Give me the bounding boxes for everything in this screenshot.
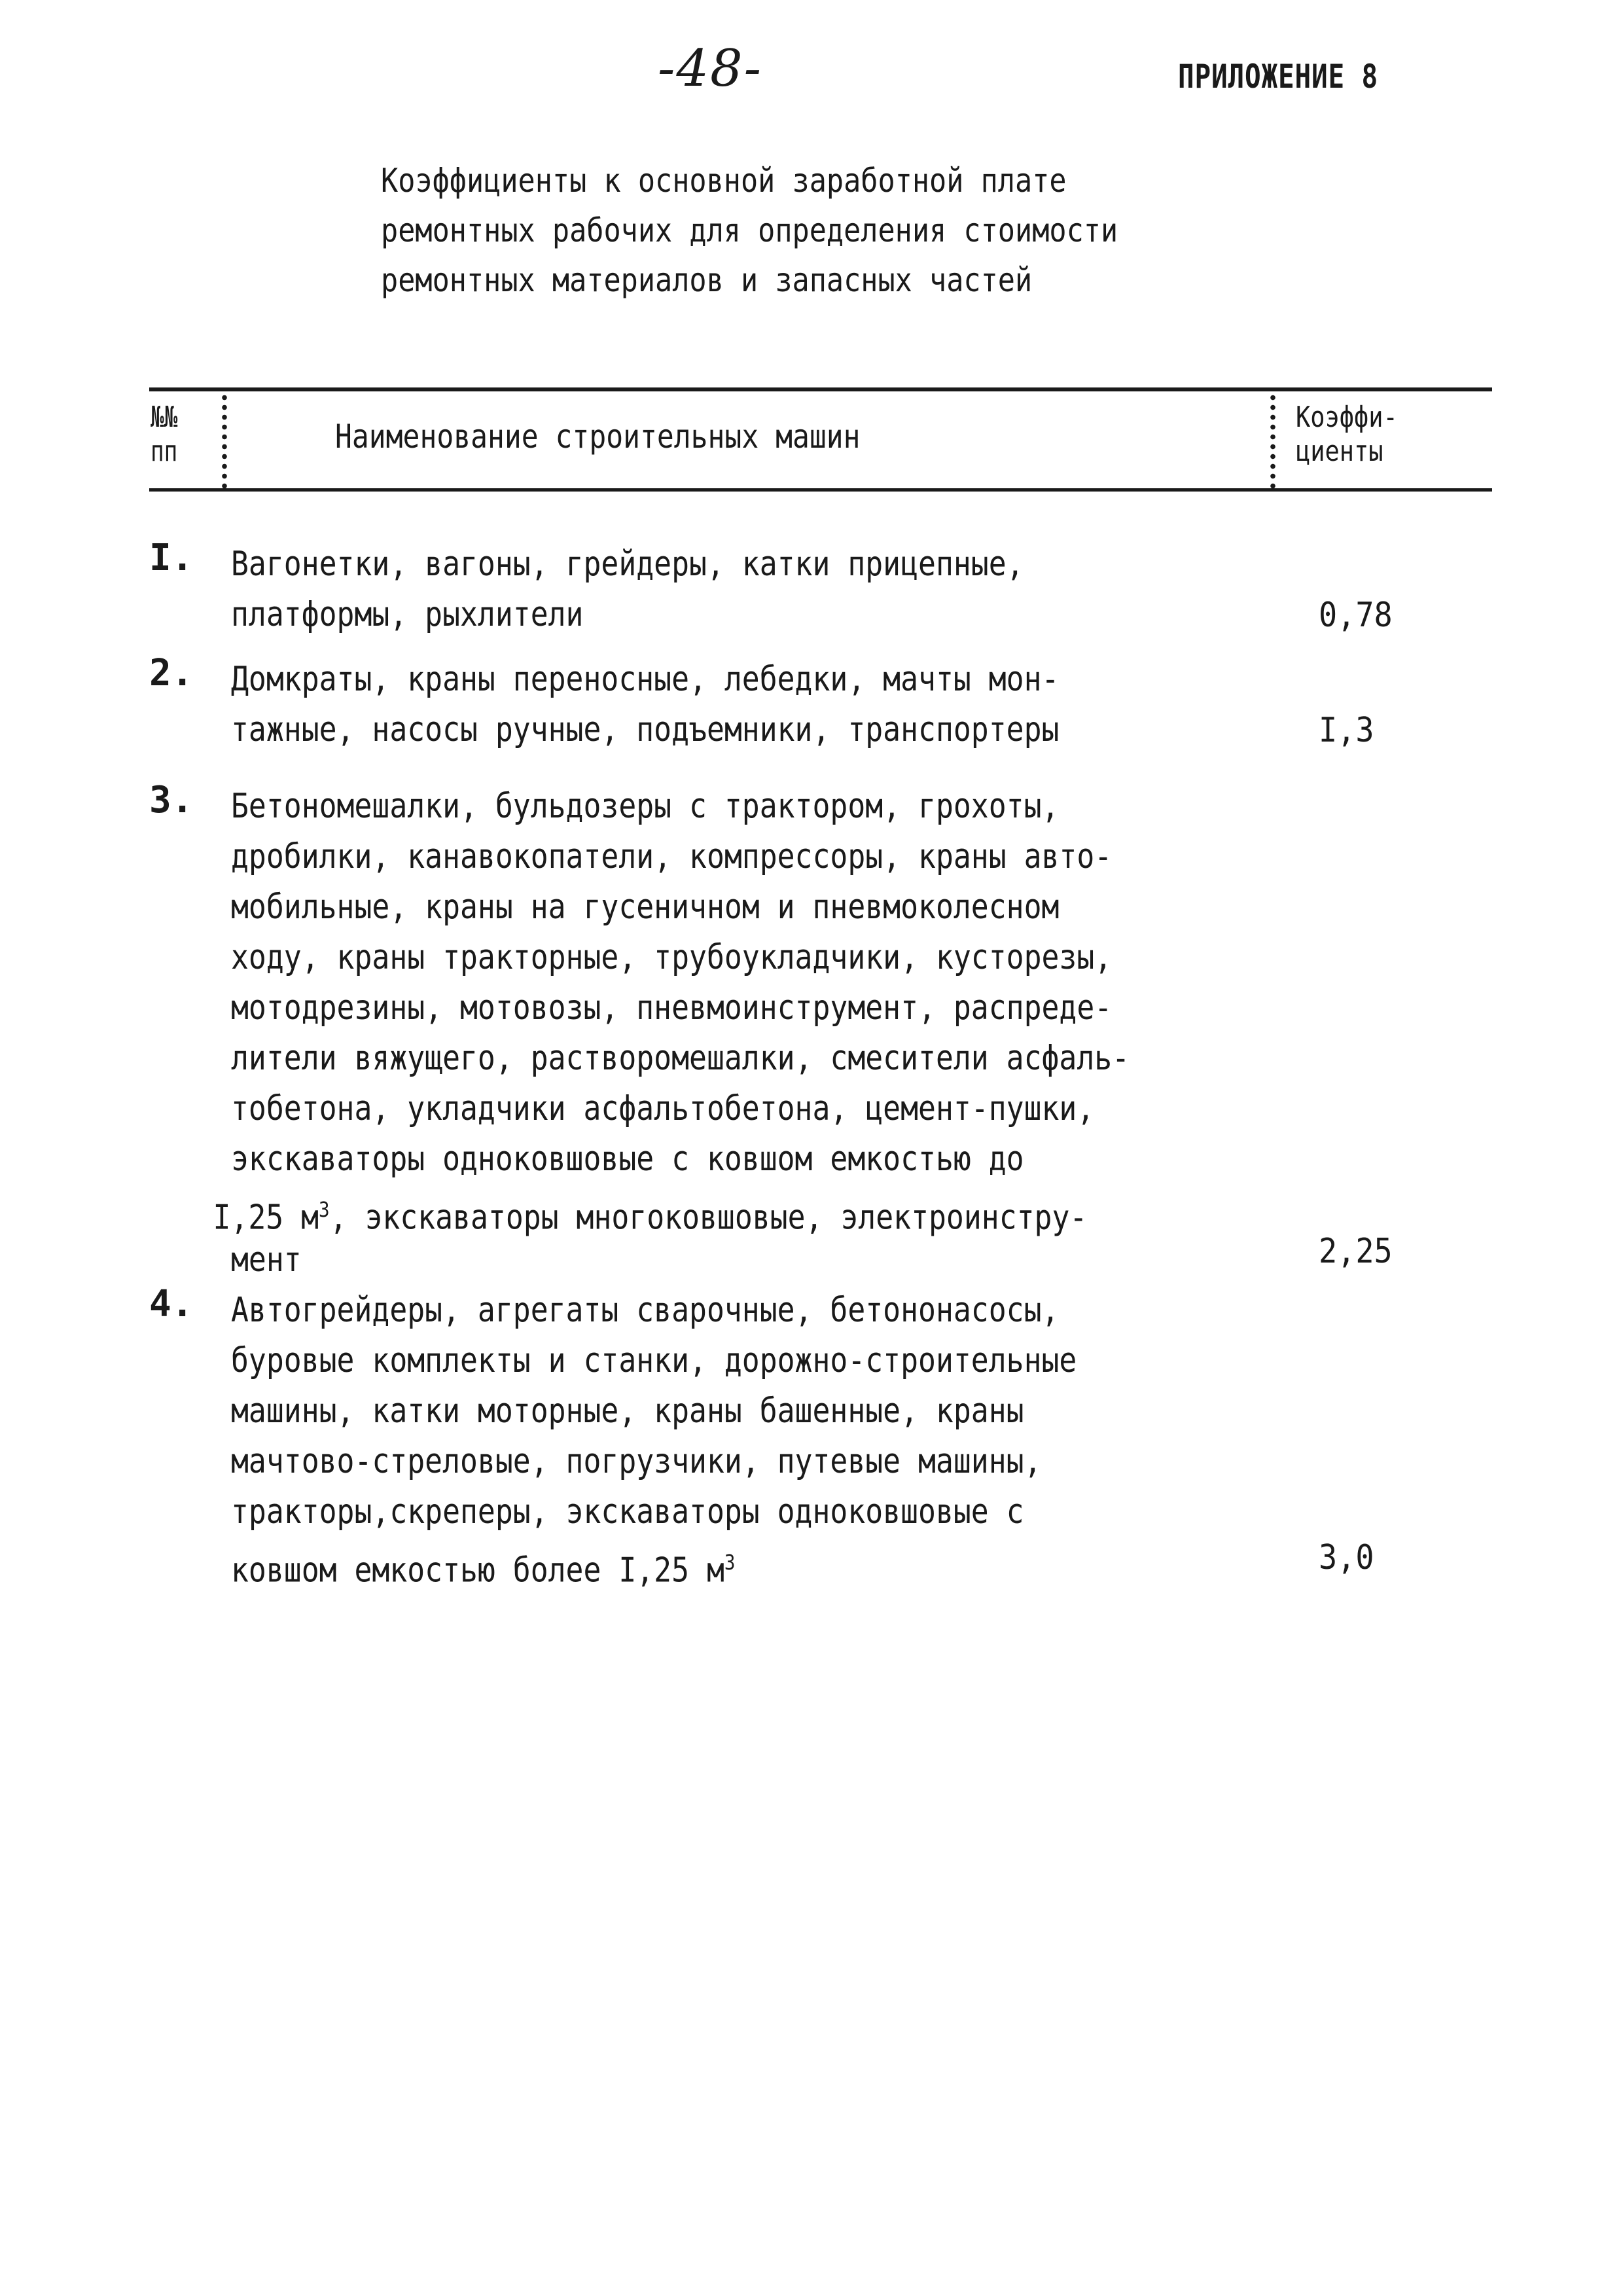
page-number: -48- [658,39,762,98]
document-title [381,156,1118,305]
row-number: 4. [149,1283,194,1325]
row-number: I. [149,537,194,579]
title-line: Коэффициенты к основной заработной плате [381,162,1067,200]
header-dotted-divider [221,393,228,488]
row-number: 3. [149,779,194,821]
header-dotted-divider [1270,393,1276,488]
table-header-rule [149,488,1492,492]
row-description: Бетономешалки, бульдозеры с трактором, грохоты, дробилки, канавокопатели, компрессоры, краны авто- мобильные, краны на гусеничном и пневмоколесном ходу, краны тракторные, трубоукладчики, кусторезы, мотодрезины, мотовозы, пневмоинструмент, распреде- лители вяжущего, растворомешалки, смесители асфаль- тобетона, укладчики асфальтобетона, цемент-пушки, экскаваторы одноковшовые с ковшом емкостью до I,25 $м^3$, экскаваторы многоковшовые, электроинстру- мент [213,787,1130,1280]
title-line: ремонтных материалов и запасных частей [381,261,1033,299]
row-number: 2. [149,652,194,694]
column-header-name: Наименование строительных машин [335,418,861,456]
row-description: Автогрейдеры, агрегаты сварочные, бетононасосы, буровые комплекты и станки, дорожно-строительные машины, катки моторные, краны башенные, краны мачтово-стреловые, погрузчики, путевые машины, тракторы,скреперы, экскаваторы одноковшовые с ковшом емкостью более I,25 $м^3$ [231,1291,1077,1590]
table-top-rule [149,387,1492,391]
row-description: Домкраты, краны переносные, лебедки, мачты мон- тажные, насосы ручные, подъемники, транспортеры [231,660,1060,749]
row-coefficient: 0,78 [1319,596,1393,635]
row-coefficient: 3,0 [1319,1538,1374,1577]
column-header-number: №№ пп [151,401,178,468]
column-header-coefficient: Коэффи- циенты [1296,401,1398,468]
row-coefficient: 2,25 [1319,1232,1393,1271]
title-line: ремонтных рабочих для определения стоимости [381,211,1118,249]
appendix-label: ПРИЛОЖЕНИЕ 8 [1178,58,1379,96]
row-description: Вагонетки, вагоны, грейдеры, катки прицепные, платформы, рыхлители [231,545,1024,634]
row-coefficient: I,3 [1319,711,1374,750]
